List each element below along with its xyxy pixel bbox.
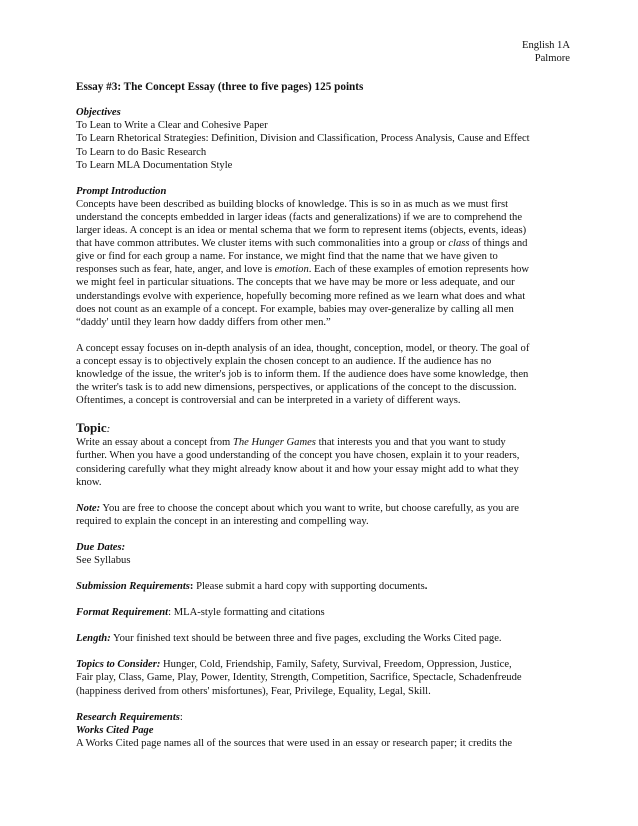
submission-period: . bbox=[424, 581, 428, 593]
paragraph-line: A concept essay focuses on in-depth analysis of an idea, thought, conception, model, or theory. The goal of bbox=[76, 342, 530, 354]
due-dates-heading: Due Dates: bbox=[76, 541, 126, 553]
submission-text: Please submit a hard copy with supporting documents bbox=[193, 581, 425, 593]
topic-colon: : bbox=[106, 423, 111, 436]
prompt-intro-section bbox=[76, 185, 570, 329]
prompt-line: we might feel in particular situations. The concepts that we have may be more or less adequate, and our bbox=[76, 277, 515, 289]
prompt-text: . Each of these examples of emotion represents how bbox=[308, 264, 530, 276]
prompt-line bbox=[76, 237, 570, 250]
objective-item: To Learn Rhetorical Strategies: Definition, Division and Classification, Process Analysis, Cause and Effect bbox=[76, 133, 530, 145]
topic-text: Write an essay about a concept from bbox=[76, 437, 233, 449]
submission-line bbox=[76, 580, 570, 593]
submission-colon: : bbox=[189, 581, 194, 593]
format-section bbox=[76, 606, 570, 619]
note-line: required to explain the concept in an interesting and compelling way. bbox=[76, 515, 369, 527]
header-block bbox=[76, 39, 570, 65]
instructor-name: Palmore bbox=[534, 53, 570, 65]
research-line: A Works Cited page names all of the sources that were used in an essay or research paper; it credits the bbox=[76, 737, 513, 749]
paragraph-line: a concept essay is to objectively explain the chosen concept to an audience. If the audience has no bbox=[76, 355, 492, 367]
due-dates-section bbox=[76, 541, 570, 567]
topic-text: that interests you and that you want to study bbox=[315, 437, 506, 449]
topic-heading: Topic bbox=[76, 420, 107, 436]
note-line bbox=[76, 502, 570, 515]
prompt-line: larger ideas. A concept is an idea or mental schema that we form to represent items (objects, events, ideas) bbox=[76, 225, 527, 237]
paragraph-line: Oftentimes, a concept is controversial and can be interpreted in a variety of different ways. bbox=[76, 395, 461, 407]
prompt-text: responses such as fear, hate, anger, and love is bbox=[76, 264, 275, 276]
works-cited-heading: Works Cited Page bbox=[76, 724, 154, 736]
format-label: Format Requirement bbox=[76, 607, 169, 619]
format-line bbox=[76, 606, 570, 619]
research-heading: Research Requirements bbox=[76, 711, 180, 723]
length-label: Length: bbox=[76, 633, 111, 645]
prompt-line: give or find for each group a name. For instance, we might find that the name that we have given to bbox=[76, 251, 498, 263]
prompt-text: of things and bbox=[469, 238, 528, 250]
topics-text: Hunger, Cold, Friendship, Family, Safety, Survival, Freedom, Oppression, Justice, bbox=[160, 659, 512, 671]
submission-section bbox=[76, 580, 570, 593]
topic-line: know. bbox=[76, 476, 102, 488]
prompt-line: Concepts have been described as building blocks of knowledge. This is so in as much as we must first bbox=[76, 198, 509, 210]
prompt-heading: Prompt Introduction bbox=[76, 185, 167, 197]
paragraph-line: the writer's task is to add new dimensions, perspectives, or applications of the concept to the discussion. bbox=[76, 382, 517, 394]
topics-label: Topics to Consider: bbox=[76, 659, 161, 671]
objective-item: To Learn MLA Documentation Style bbox=[76, 159, 233, 171]
topics-line: Fair play, Class, Game, Play, Power, Identity, Strength, Competition, Sacrifice, Spectacle, Schadenfreude bbox=[76, 672, 522, 684]
topic-heading-line bbox=[76, 420, 570, 436]
concept-essay-paragraph bbox=[76, 342, 570, 407]
course-label: English 1A bbox=[522, 40, 570, 51]
prompt-line: understandings evolve with experience, hopefully becoming more refined as we learn what does and what bbox=[76, 290, 526, 302]
length-text: Your finished text should be between three and five pages, excluding the Works Cited page. bbox=[110, 633, 502, 645]
topic-line: considering carefully what they might already know about it and how your essay might add to what they bbox=[76, 463, 519, 475]
prompt-line: “daddy' until they learn how daddy differs from other men.” bbox=[76, 316, 331, 328]
research-colon: : bbox=[179, 711, 183, 723]
topic-line bbox=[76, 436, 570, 449]
prompt-text: that have common attributes. We cluster items with such commonalities into a group or bbox=[76, 238, 449, 250]
length-line bbox=[76, 632, 570, 645]
objective-item: To Lean to Write a Clear and Cohesive Paper bbox=[76, 120, 268, 132]
topics-line bbox=[76, 658, 570, 671]
topic-line: further. When you have a good understanding of the concept you have chosen, explain it to your readers, bbox=[76, 450, 520, 462]
prompt-line: understand the concepts embedded in larger ideas (facts and generalizations) if we are to comprehend the bbox=[76, 211, 523, 223]
objective-item: To Learn to do Basic Research bbox=[76, 146, 207, 158]
paragraph-line: knowledge of the issue, the writer's job is to inform them. If the audience does have some knowledge, then bbox=[76, 368, 529, 380]
class-term: class bbox=[448, 238, 470, 250]
book-title: The Hunger Games bbox=[232, 437, 316, 449]
research-section bbox=[76, 711, 570, 750]
prompt-line: does not count as an example of a concept. For example, babies may over-generalize by calling all men bbox=[76, 303, 514, 315]
length-section bbox=[76, 632, 570, 645]
page-title: Essay #3: The Concept Essay (three to five pages) 125 points bbox=[76, 81, 364, 94]
note-section bbox=[76, 502, 570, 528]
research-heading-line bbox=[76, 711, 570, 724]
format-text: : MLA-style formatting and citations bbox=[168, 607, 325, 619]
note-label: Note: bbox=[76, 502, 101, 514]
note-text: You are free to choose the concept about which you want to write, but choose carefully, as you are bbox=[100, 502, 519, 514]
topics-line: (happiness derived from others' misfortunes), Fear, Privilege, Equality, Legal, Skill. bbox=[76, 685, 431, 697]
objectives-heading: Objectives bbox=[76, 107, 121, 119]
topics-section bbox=[76, 658, 570, 697]
topic-section bbox=[76, 420, 570, 488]
prompt-line bbox=[76, 263, 570, 276]
due-dates-text: See Syllabus bbox=[76, 555, 131, 566]
submission-label: Submission Requirements bbox=[76, 581, 190, 593]
emotion-term: emotion bbox=[274, 264, 309, 276]
objectives-section bbox=[76, 106, 570, 171]
